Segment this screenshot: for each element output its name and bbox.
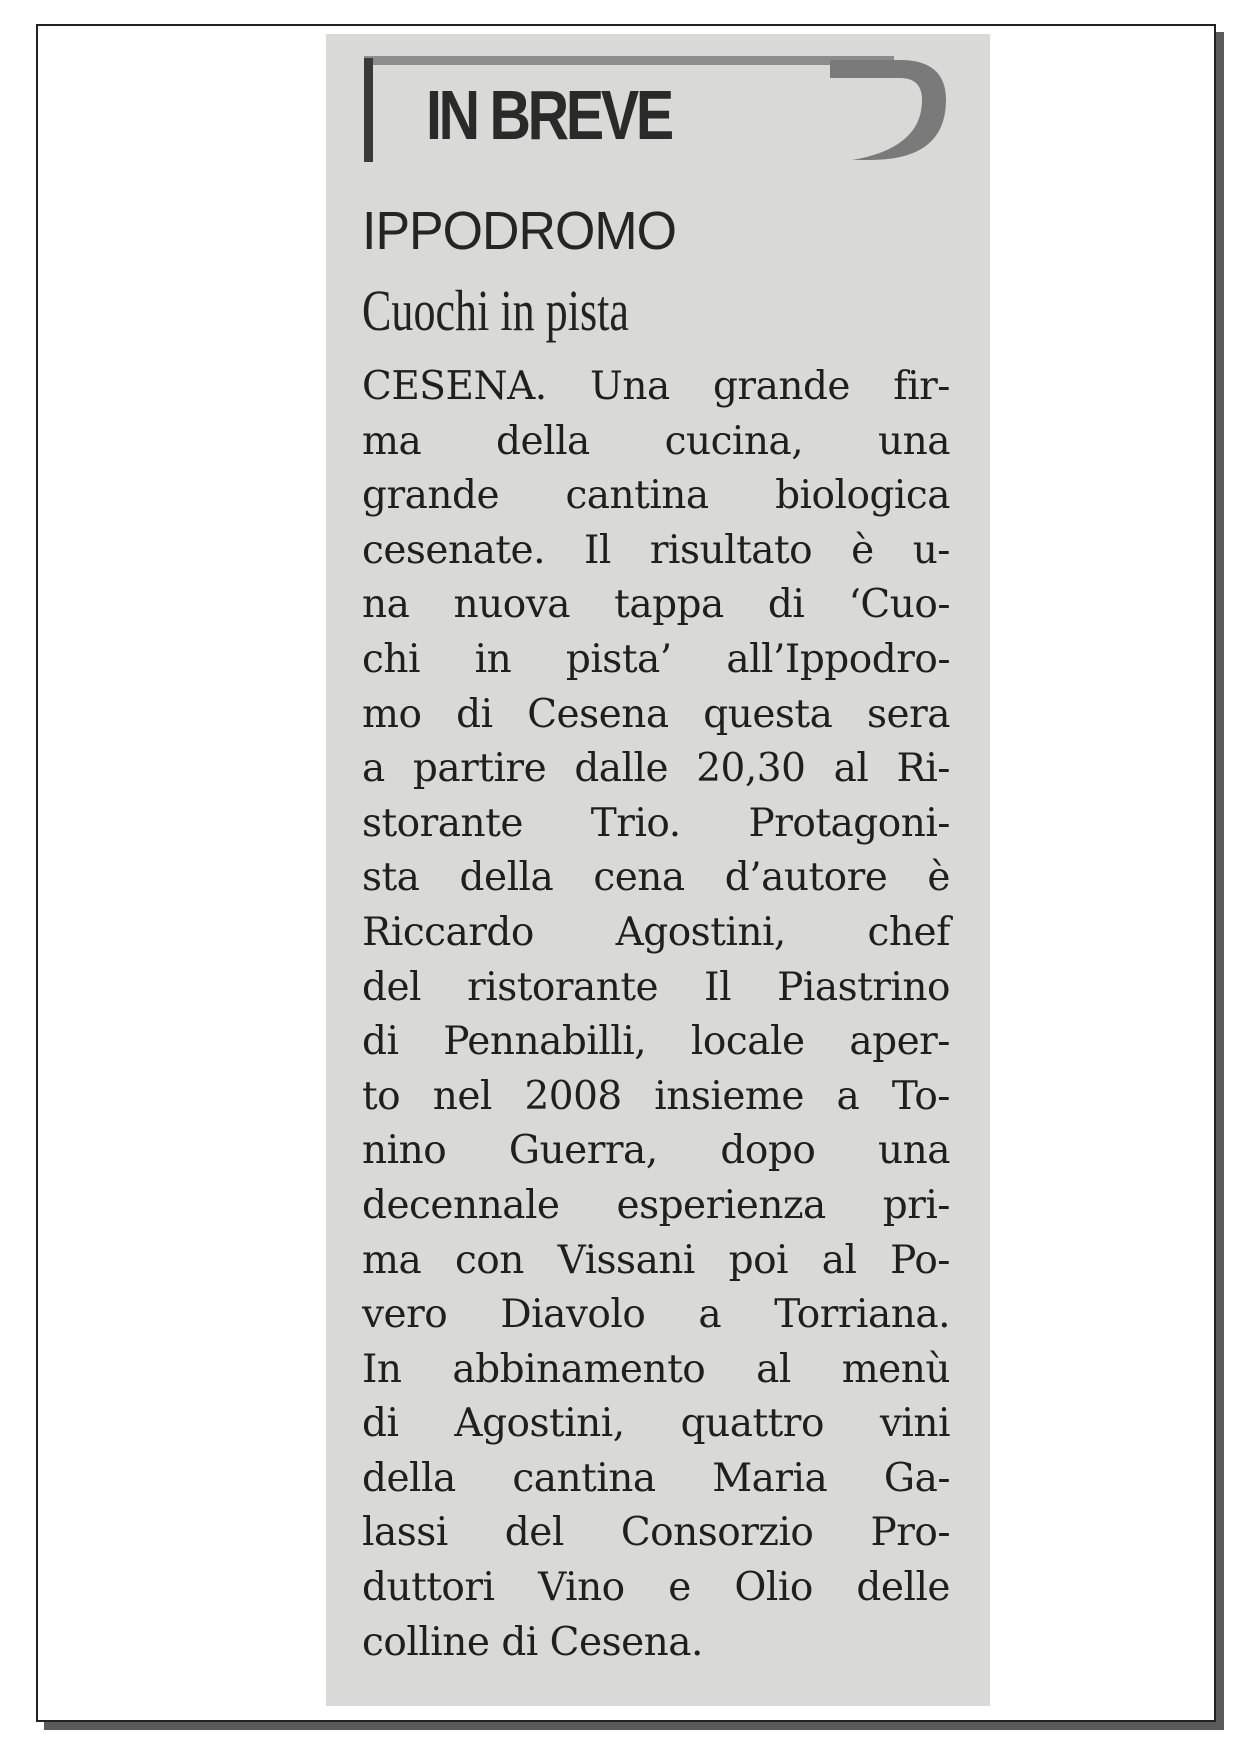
body-line: colline di Cesena. [362,1619,703,1665]
body-line: cesenate. Il risultato è u- [362,527,950,573]
body-line: ma con Vissani poi al Po- [362,1237,950,1283]
rubric-title: IN BREVE [426,76,671,154]
body-line: ma della cucina, una [362,418,950,464]
body-line: vero Diavolo a Torriana. [362,1292,950,1338]
body-line: mo di Cesena questa sera [362,691,950,737]
body-line: duttori Vino e Olio delle [362,1565,950,1611]
rubric-curve-ornament [830,56,950,164]
body-line: chi in pista’ all’Ippodro- [362,636,950,682]
newspaper-clipping [326,34,990,1706]
body-line: del ristorante Il Piastrino [362,964,950,1010]
rubric-top-rule [364,56,894,65]
body-line: della cantina Maria Ga- [362,1455,950,1501]
body-line: na nuova tappa di ‘Cuo- [362,582,950,628]
body-line: decennale esperienza pri- [362,1182,950,1228]
article-body [362,360,950,1670]
article-kicker: IPPODROMO [362,201,676,261]
body-line: CESENA. Una grande fir- [362,364,950,409]
body-line: grande cantina biologica [362,473,950,519]
body-line: Riccardo Agostini, chef [362,909,950,955]
body-line: a partire dalle 20,30 al Ri- [362,746,950,792]
body-line: In abbinamento al menù [362,1346,950,1392]
section-rubric [364,48,950,168]
article-headline: Cuochi in pista [362,278,629,343]
body-line: di Pennabilli, locale aper- [362,1019,950,1065]
body-line: nino Guerra, dopo una [362,1128,950,1174]
body-line: sta della cena d’autore è [362,855,950,901]
body-line: lassi del Consorzio Pro- [362,1510,950,1556]
rubric-left-bar [364,58,373,162]
body-line: di Agostini, quattro vini [362,1401,950,1447]
body-line: to nel 2008 insieme a To- [362,1073,950,1119]
body-line: storante Trio. Protagoni- [362,800,950,846]
